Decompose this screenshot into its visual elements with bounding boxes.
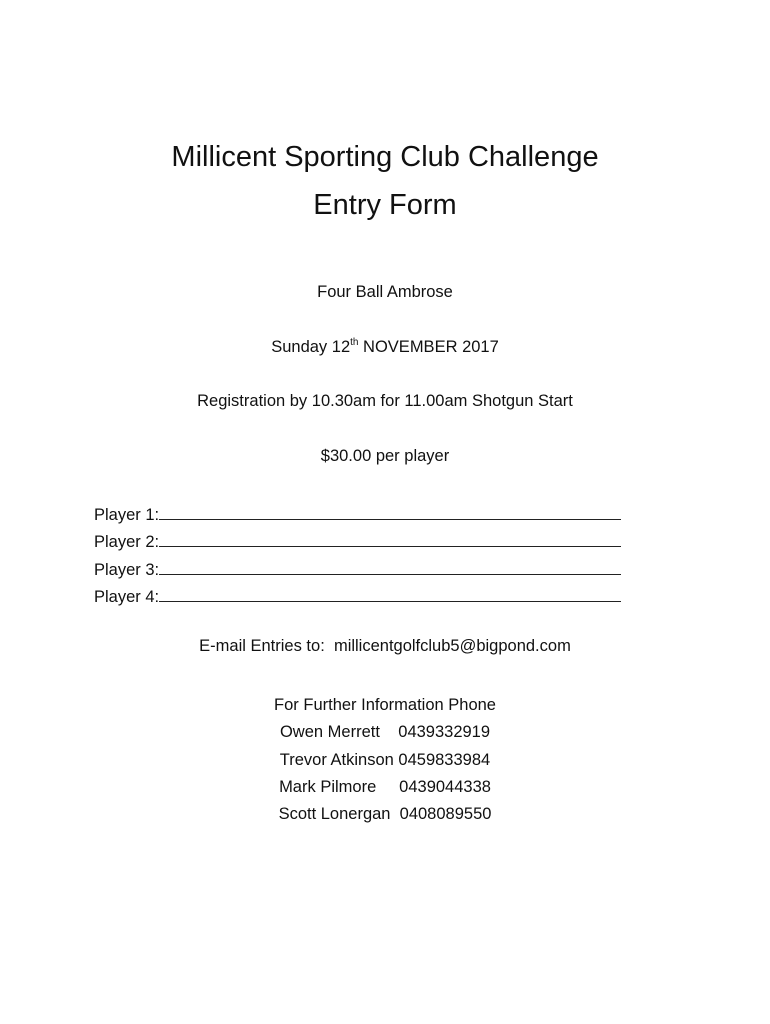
contact-phone: 0408089550 bbox=[399, 805, 492, 824]
email-entries-line: E-mail Entries to: millicentgolfclub5@bigpond.com bbox=[199, 637, 571, 655]
contact-row bbox=[0, 801, 770, 828]
contact-phone: 0439332919 bbox=[398, 723, 491, 742]
event-date bbox=[0, 339, 770, 356]
contact-row bbox=[0, 719, 770, 746]
event-date-rest: NOVEMBER 2017 bbox=[358, 338, 499, 356]
contact-separator bbox=[380, 723, 398, 741]
contact-list bbox=[0, 692, 770, 828]
contact-row bbox=[0, 774, 770, 801]
player-name-blank[interactable] bbox=[159, 560, 621, 575]
player-label: Player 4: bbox=[94, 587, 160, 606]
player-label: Player 2: bbox=[94, 533, 160, 552]
player-row bbox=[94, 584, 621, 611]
contact-separator bbox=[376, 778, 399, 796]
event-date-prefix: Sunday 12 bbox=[271, 338, 351, 356]
player-row bbox=[94, 502, 621, 529]
player-name-blank[interactable] bbox=[159, 587, 621, 602]
event-format: Four Ball Ambrose bbox=[317, 283, 453, 301]
entry-fee: $30.00 per player bbox=[320, 447, 450, 465]
contact-name: Scott Lonergan bbox=[278, 805, 391, 824]
registration-info: Registration by 10.30am for 11.00am Shotgun Start bbox=[197, 392, 573, 410]
contact-name: Trevor Atkinson bbox=[279, 750, 394, 769]
contact-phone: 0459833984 bbox=[398, 750, 491, 769]
event-date-ordinal: th bbox=[350, 337, 359, 348]
contact-row bbox=[0, 747, 770, 774]
contact-separator bbox=[390, 805, 399, 823]
player-label: Player 1: bbox=[94, 506, 160, 524]
contact-name: Mark Pilmore bbox=[279, 777, 377, 796]
form-title-line-1: Millicent Sporting Club Challenge bbox=[171, 141, 599, 173]
player-name-blank[interactable] bbox=[159, 505, 621, 520]
player-row bbox=[94, 557, 621, 584]
form-title-line-2: Entry Form bbox=[313, 189, 457, 221]
contact-phone: 0439044338 bbox=[399, 777, 491, 796]
contact-heading: For Further Information Phone bbox=[274, 696, 496, 714]
player-row bbox=[94, 529, 621, 556]
player-label: Player 3: bbox=[94, 560, 160, 579]
player-name-blank[interactable] bbox=[159, 532, 621, 547]
player-entry-list bbox=[94, 502, 621, 611]
contact-name: Owen Merrett bbox=[279, 723, 380, 742]
